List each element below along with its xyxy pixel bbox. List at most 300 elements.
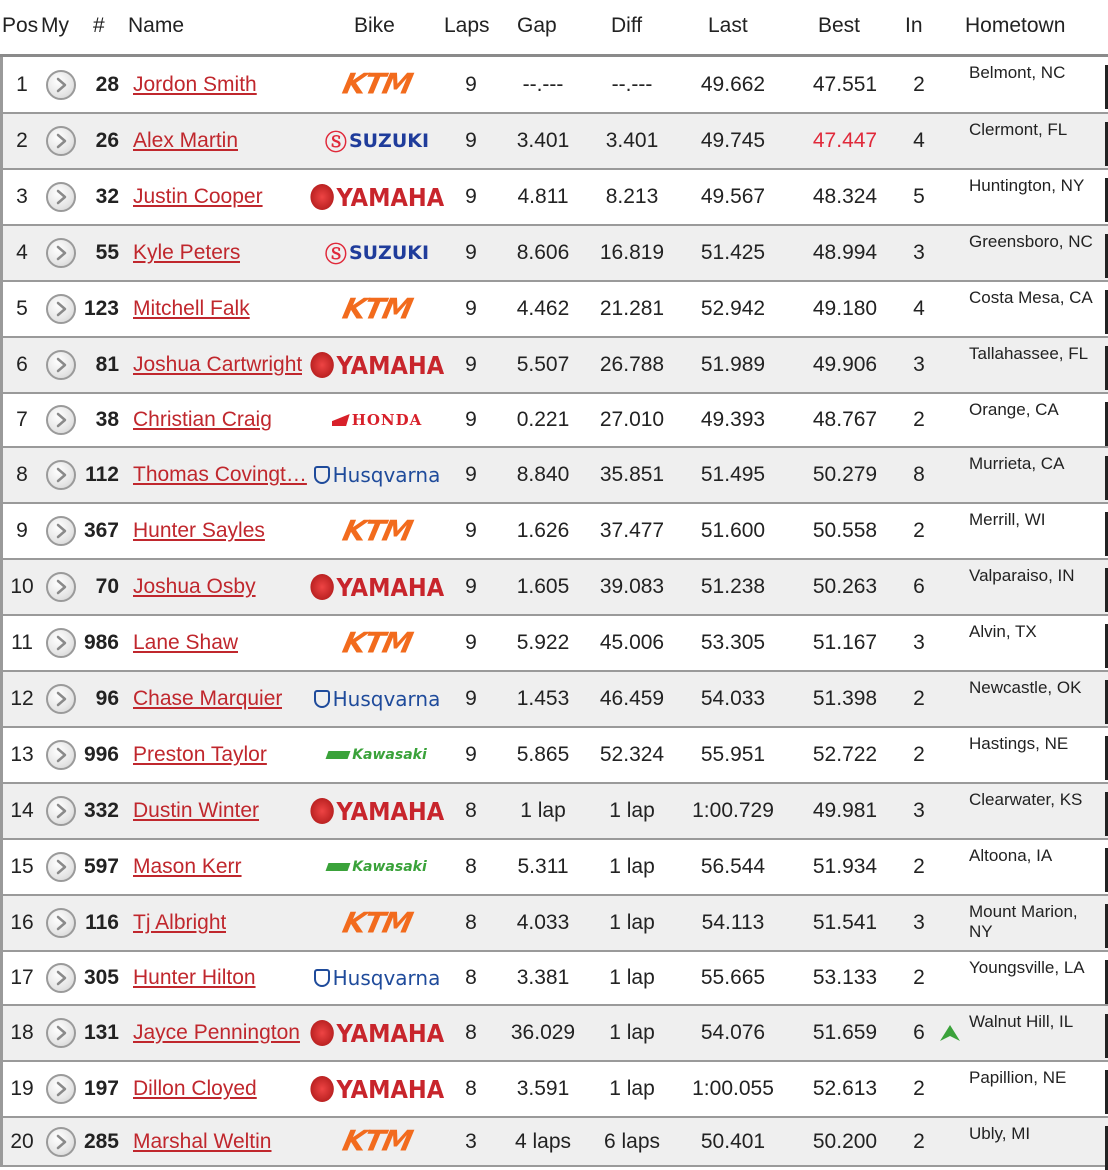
my-rider-cell <box>43 448 79 502</box>
yamaha-wordmark: YAMAHA <box>336 1074 444 1104</box>
position-change <box>937 114 963 168</box>
header-bike[interactable]: Bike <box>354 14 395 37</box>
diff: 1 lap <box>609 799 655 822</box>
yamaha-badge-icon <box>310 352 333 378</box>
diff: 1 lap <box>609 1077 655 1100</box>
table-row[interactable] <box>0 1118 1108 1167</box>
bike-cell <box>311 394 443 446</box>
play-circle-icon[interactable] <box>46 350 76 380</box>
bike-cell <box>311 170 443 224</box>
kawasaki-wordmark: Kawasaki <box>352 747 427 763</box>
table-row[interactable] <box>0 896 1108 952</box>
rider-name-cell <box>133 560 309 614</box>
position-change <box>937 616 963 670</box>
rider-name-link[interactable]: Christian Craig <box>133 408 272 431</box>
rider-name-link[interactable]: Jordon Smith <box>133 72 257 96</box>
gap: 3.591 <box>516 1077 570 1100</box>
rider-name-link[interactable]: Marshal Weltin <box>133 1129 272 1153</box>
honda-logo <box>332 411 423 429</box>
best-lap-time: 49.180 <box>812 297 878 320</box>
play-circle-icon[interactable] <box>46 740 76 770</box>
yamaha-wordmark: YAMAHA <box>336 1018 444 1048</box>
hometown: Mount Marion, NY <box>969 902 1078 941</box>
header-gap[interactable]: Gap <box>517 14 557 37</box>
hometown: Valparaiso, IN <box>969 566 1075 585</box>
rider-number: 996 <box>83 743 119 766</box>
position: 18 <box>10 1021 34 1044</box>
best-lap-time: 53.133 <box>812 966 878 989</box>
position-change <box>937 170 963 224</box>
table-row[interactable] <box>0 840 1108 896</box>
yamaha-wordmark: YAMAHA <box>336 182 444 212</box>
gap: 36.029 <box>510 1021 576 1044</box>
play-circle-icon[interactable] <box>46 796 76 826</box>
last-lap-time: 54.113 <box>701 911 765 934</box>
my-rider-cell <box>43 560 79 614</box>
diff: 21.281 <box>599 297 665 320</box>
yamaha-badge-icon <box>310 574 333 600</box>
last-lap-time: 49.567 <box>700 185 766 208</box>
position: 4 <box>16 241 28 264</box>
my-rider-cell <box>43 504 79 558</box>
best-lap-time: 51.167 <box>812 631 878 654</box>
in-lap: 4 <box>913 297 925 320</box>
rider-name-cell <box>133 840 309 894</box>
table-row[interactable] <box>0 672 1108 728</box>
ktm-logo: KTM <box>339 514 415 548</box>
last-lap-time: 50.401 <box>700 1129 766 1153</box>
laps: 8 <box>465 799 477 822</box>
table-row[interactable] <box>0 282 1108 338</box>
in-lap: 2 <box>913 743 925 766</box>
position: 20 <box>10 1129 34 1153</box>
position: 1 <box>16 72 28 96</box>
rider-name-link[interactable]: Dustin Winter <box>133 799 260 822</box>
in-lap: 3 <box>913 241 925 264</box>
my-rider-cell <box>43 952 79 1004</box>
rider-name-link[interactable]: Dillon Cloyed <box>133 1077 257 1100</box>
kawasaki-mark-icon <box>326 863 351 871</box>
gap: 1 lap <box>520 799 566 822</box>
rider-name-link[interactable]: Joshua Osby <box>133 575 256 598</box>
bike-cell <box>311 504 443 558</box>
hometown: Clermont, FL <box>969 120 1068 139</box>
play-circle-icon[interactable] <box>46 684 76 714</box>
best-lap-time: 50.279 <box>812 463 878 486</box>
bike-cell <box>311 226 443 280</box>
table-row[interactable] <box>0 728 1108 784</box>
husqvarna-logo <box>314 966 441 990</box>
rider-number: 986 <box>83 631 119 654</box>
table-row[interactable] <box>0 170 1108 226</box>
husqvarna-crest-icon <box>314 690 330 708</box>
best-lap-time: 51.934 <box>812 855 878 878</box>
yamaha-logo <box>310 1075 444 1104</box>
husqvarna-logo <box>314 463 441 487</box>
position-change <box>937 840 963 894</box>
gap: 5.507 <box>516 353 570 376</box>
husqvarna-crest-icon <box>314 466 330 484</box>
my-rider-cell <box>43 840 79 894</box>
rider-name-cell <box>133 114 309 168</box>
play-circle-icon[interactable] <box>46 516 76 546</box>
diff: --.--- <box>611 72 653 96</box>
rider-name-link[interactable]: Hunter Sayles <box>133 519 265 542</box>
best-lap-time: 49.906 <box>812 353 878 376</box>
laps: 9 <box>465 743 477 766</box>
hometown: Youngsville, LA <box>969 958 1085 977</box>
position-change <box>937 282 963 336</box>
rider-name-link[interactable]: Thomas Covingt… <box>133 463 307 486</box>
hometown: Huntington, NY <box>969 176 1085 195</box>
laps: 9 <box>465 575 477 598</box>
in-lap: 2 <box>913 408 925 431</box>
play-circle-icon[interactable] <box>46 126 76 156</box>
gap: 3.401 <box>516 129 570 152</box>
rider-name-link[interactable]: Preston Taylor <box>133 743 267 766</box>
laps: 8 <box>465 1077 477 1100</box>
rider-name-cell <box>133 1118 309 1165</box>
laps: 9 <box>465 297 477 320</box>
last-lap-time: 1:00.055 <box>692 1077 774 1100</box>
play-circle-icon[interactable] <box>46 182 76 212</box>
play-circle-icon[interactable] <box>46 1127 76 1157</box>
bike-cell <box>311 448 443 502</box>
husqvarna-wordmark: Husqvarna <box>332 463 441 487</box>
header-last[interactable]: Last <box>708 14 748 37</box>
position: 3 <box>16 185 28 208</box>
rider-number: 131 <box>83 1021 119 1044</box>
rider-name-link[interactable]: Hunter Hilton <box>133 966 256 989</box>
diff: 27.010 <box>599 408 665 431</box>
rider-number: 305 <box>83 966 119 989</box>
rider-name-cell <box>133 784 309 838</box>
diff: 1 lap <box>609 966 655 989</box>
ktm-logo: KTM <box>339 292 415 326</box>
diff: 16.819 <box>599 241 665 264</box>
table-row[interactable] <box>0 338 1108 394</box>
suzuki-s-icon: Ⓢ <box>324 242 347 268</box>
rider-number: 285 <box>83 1129 119 1153</box>
last-lap-time: 1:00.729 <box>692 799 774 822</box>
position-change <box>937 672 963 726</box>
rider-number: 197 <box>83 1077 119 1100</box>
rider-name-cell <box>133 1062 309 1116</box>
laps: 9 <box>465 519 477 542</box>
position-change <box>937 394 963 446</box>
best-lap-time: 52.613 <box>812 1077 878 1100</box>
laps: 9 <box>465 463 477 486</box>
laps: 9 <box>465 631 477 654</box>
rider-number: 597 <box>83 855 119 878</box>
play-circle-icon[interactable] <box>46 238 76 268</box>
my-rider-cell <box>43 170 79 224</box>
hometown: Merrill, WI <box>969 510 1046 529</box>
my-rider-cell <box>43 394 79 446</box>
yamaha-logo <box>310 1019 444 1048</box>
table-row[interactable] <box>0 560 1108 616</box>
position: 10 <box>10 575 34 598</box>
diff: 35.851 <box>599 463 665 486</box>
best-lap-time: 51.541 <box>812 911 878 934</box>
gap: 4.033 <box>516 911 570 934</box>
table-row[interactable] <box>0 1006 1108 1062</box>
my-rider-cell <box>43 1006 79 1060</box>
rider-name-link[interactable]: Jayce Pennington <box>133 1021 300 1044</box>
best-lap-time: 52.722 <box>812 743 878 766</box>
laps: 8 <box>465 855 477 878</box>
play-circle-icon[interactable] <box>46 963 76 993</box>
play-circle-icon[interactable] <box>46 628 76 658</box>
best-lap-time: 50.558 <box>812 519 878 542</box>
yamaha-logo <box>310 351 444 380</box>
yamaha-logo <box>310 183 444 212</box>
laps: 9 <box>465 72 477 96</box>
rider-name-link[interactable]: Alex Martin <box>133 129 239 152</box>
ktm-logo: KTM <box>339 626 415 660</box>
rider-name-cell <box>133 672 309 726</box>
last-lap-time: 56.544 <box>700 855 766 878</box>
diff: 8.213 <box>605 185 659 208</box>
my-rider-cell <box>43 616 79 670</box>
suzuki-s-icon: Ⓢ <box>324 130 347 156</box>
table-row[interactable] <box>0 394 1108 448</box>
my-rider-cell <box>43 784 79 838</box>
hometown: Hastings, NE <box>969 734 1069 753</box>
laps: 9 <box>465 687 477 710</box>
gap: 1.453 <box>516 687 570 710</box>
in-lap: 3 <box>913 631 925 654</box>
position-change <box>937 57 963 112</box>
hometown: Altoona, IA <box>969 846 1053 865</box>
play-circle-icon[interactable] <box>46 460 76 490</box>
rider-name-link[interactable]: Justin Cooper <box>133 185 263 208</box>
rider-name-link[interactable]: Chase Marquier <box>133 687 283 710</box>
diff: 1 lap <box>609 855 655 878</box>
bike-cell <box>311 952 443 1004</box>
bike-cell <box>311 1006 443 1060</box>
kawasaki-logo <box>327 747 427 763</box>
rider-number: 26 <box>95 129 119 152</box>
rider-name-link[interactable]: Mason Kerr <box>133 855 242 878</box>
header-name[interactable]: Name <box>128 14 185 37</box>
yamaha-wordmark: YAMAHA <box>336 796 444 826</box>
hometown: Clearwater, KS <box>969 790 1083 809</box>
best-lap-time: 50.263 <box>812 575 878 598</box>
gap: 4 laps <box>514 1129 572 1153</box>
yamaha-logo <box>310 573 444 602</box>
my-rider-cell <box>43 114 79 168</box>
ktm-logo: KTM <box>339 1124 415 1159</box>
table-row[interactable] <box>0 784 1108 840</box>
diff: 46.459 <box>599 687 665 710</box>
best-lap-time: 50.200 <box>812 1129 878 1153</box>
header-hometown[interactable]: Hometown <box>965 14 1066 37</box>
hometown: Ubly, MI <box>969 1124 1031 1143</box>
hometown: Orange, CA <box>969 400 1059 419</box>
in-lap: 2 <box>913 72 925 96</box>
best-lap-time: 48.324 <box>812 185 878 208</box>
play-circle-icon[interactable] <box>46 852 76 882</box>
hometown: Tallahassee, FL <box>969 344 1089 363</box>
rider-name-cell <box>133 616 309 670</box>
hometown: Newcastle, OK <box>969 678 1082 697</box>
my-rider-cell <box>43 672 79 726</box>
rider-name-link[interactable]: Joshua Cartwright <box>133 353 303 376</box>
in-lap: 8 <box>913 463 925 486</box>
in-lap: 2 <box>913 966 925 989</box>
header-diff[interactable]: Diff <box>611 14 643 37</box>
arrow-up-icon <box>937 1006 963 1060</box>
table-row[interactable] <box>0 448 1108 504</box>
position: 11 <box>11 631 33 654</box>
header-in[interactable]: In <box>905 14 923 37</box>
hometown: Costa Mesa, CA <box>969 288 1093 307</box>
last-lap-time: 55.665 <box>700 966 766 989</box>
play-circle-icon[interactable] <box>46 294 76 324</box>
play-circle-icon[interactable] <box>46 70 76 100</box>
header-best[interactable]: Best <box>818 14 861 37</box>
rider-name-cell <box>133 504 309 558</box>
table-row[interactable] <box>0 504 1108 560</box>
play-circle-icon[interactable] <box>46 1018 76 1048</box>
rider-name-cell <box>133 170 309 224</box>
in-lap: 2 <box>913 687 925 710</box>
bike-cell <box>311 616 443 670</box>
rider-number: 28 <box>95 72 119 96</box>
rider-number: 332 <box>83 799 119 822</box>
gap: 5.865 <box>516 743 570 766</box>
last-lap-time: 51.425 <box>700 241 766 264</box>
table-row[interactable] <box>0 57 1108 114</box>
header-my[interactable]: My <box>41 14 69 37</box>
last-lap-time: 49.745 <box>700 129 766 152</box>
hometown: Papillion, NE <box>969 1068 1067 1087</box>
yamaha-wordmark: YAMAHA <box>336 572 444 602</box>
table-row[interactable] <box>0 114 1108 170</box>
honda-wordmark: HONDA <box>351 411 423 429</box>
rider-name-cell <box>133 226 309 280</box>
rider-name-cell <box>133 448 309 502</box>
in-lap: 4 <box>913 129 925 152</box>
position-change <box>937 728 963 782</box>
suzuki-wordmark: SUZUKI <box>348 130 430 152</box>
play-circle-icon[interactable] <box>46 572 76 602</box>
in-lap: 6 <box>913 575 925 598</box>
table-row[interactable] <box>0 226 1108 282</box>
table-row[interactable] <box>0 616 1108 672</box>
position-change <box>937 784 963 838</box>
my-rider-cell <box>43 338 79 392</box>
ktm-logo: KTM <box>339 906 415 940</box>
bike-cell <box>311 560 443 614</box>
position: 6 <box>16 353 28 376</box>
table-row[interactable] <box>0 952 1108 1006</box>
honda-wing-icon <box>332 414 350 426</box>
bike-cell <box>311 784 443 838</box>
in-lap: 5 <box>913 185 925 208</box>
last-lap-time: 51.600 <box>700 519 766 542</box>
gap: --.--- <box>522 72 564 96</box>
laps: 9 <box>465 408 477 431</box>
rider-name-cell <box>133 57 309 112</box>
best-lap-time: 51.398 <box>812 687 878 710</box>
gap: 4.462 <box>516 297 570 320</box>
gap: 4.811 <box>517 185 569 208</box>
diff: 1 lap <box>609 1021 655 1044</box>
laps: 9 <box>465 353 477 376</box>
position: 12 <box>10 687 34 710</box>
husqvarna-wordmark: Husqvarna <box>332 687 441 711</box>
yamaha-badge-icon <box>310 798 333 824</box>
gap: 1.605 <box>516 575 570 598</box>
rider-name-link[interactable]: Lane Shaw <box>133 631 239 654</box>
rider-name-link[interactable]: Tj Albright <box>133 911 227 934</box>
in-lap: 3 <box>913 353 925 376</box>
yamaha-wordmark: YAMAHA <box>336 350 444 380</box>
best-lap-time: 49.981 <box>812 799 878 822</box>
last-lap-time: 51.238 <box>700 575 766 598</box>
header-pos[interactable]: Pos <box>2 14 39 37</box>
position: 2 <box>16 129 28 152</box>
diff: 6 laps <box>603 1129 661 1153</box>
header-laps[interactable]: Laps <box>444 14 490 37</box>
last-lap-time: 52.942 <box>700 297 766 320</box>
laps: 8 <box>465 1021 477 1044</box>
bike-cell <box>311 282 443 336</box>
rider-name-cell <box>133 338 309 392</box>
kawasaki-mark-icon <box>326 751 351 759</box>
rider-name-link[interactable]: Mitchell Falk <box>133 297 250 320</box>
last-lap-time: 49.393 <box>700 408 766 431</box>
best-lap-time: 47.551 <box>812 72 878 96</box>
rider-number: 367 <box>83 519 119 542</box>
last-lap-time: 53.305 <box>700 631 766 654</box>
play-circle-icon[interactable] <box>46 1074 76 1104</box>
yamaha-badge-icon <box>310 184 333 210</box>
rider-number: 32 <box>95 185 119 208</box>
my-rider-cell <box>43 57 79 112</box>
last-lap-time: 51.495 <box>700 463 766 486</box>
suzuki-logo <box>325 126 429 157</box>
ktm-logo: KTM <box>339 67 415 102</box>
play-circle-icon[interactable] <box>46 405 76 435</box>
yamaha-badge-icon <box>310 1076 333 1102</box>
gap: 5.922 <box>516 631 570 654</box>
gap: 8.606 <box>516 241 570 264</box>
position: 7 <box>16 408 28 431</box>
position-change <box>937 504 963 558</box>
rider-name-link[interactable]: Kyle Peters <box>133 241 241 264</box>
in-lap: 3 <box>913 911 925 934</box>
diff: 37.477 <box>599 519 665 542</box>
hometown: Alvin, TX <box>969 622 1037 641</box>
position: 17 <box>10 966 34 989</box>
position-change <box>937 896 963 950</box>
play-circle-icon[interactable] <box>46 908 76 938</box>
header-number[interactable]: # <box>93 14 105 37</box>
kawasaki-logo <box>327 859 427 875</box>
rider-name-cell <box>133 1006 309 1060</box>
my-rider-cell <box>43 1118 79 1165</box>
rider-name-cell <box>133 952 309 1004</box>
table-row[interactable] <box>0 1062 1108 1118</box>
bike-cell <box>311 1118 443 1165</box>
diff: 26.788 <box>599 353 665 376</box>
best-lap-time: 51.659 <box>812 1021 878 1044</box>
laps: 8 <box>465 911 477 934</box>
hometown: Walnut Hill, IL <box>969 1012 1074 1031</box>
